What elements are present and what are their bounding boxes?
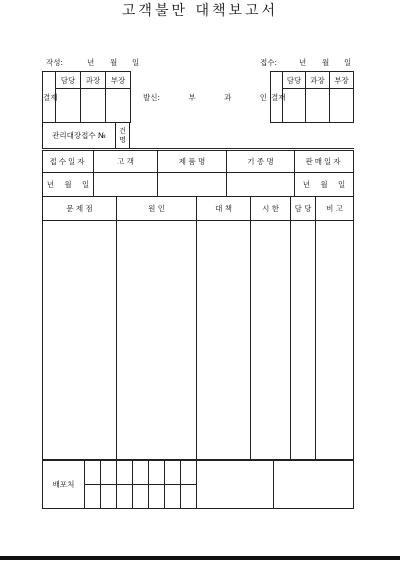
left-sign-director[interactable]	[106, 89, 131, 123]
dist-cell[interactable]	[149, 485, 165, 509]
left-sign-manager[interactable]	[81, 89, 106, 123]
customer-header: 고 객	[94, 151, 158, 173]
col-deadline-header: 시 한	[251, 197, 291, 221]
author-label: 작성:	[46, 58, 64, 67]
receipt-date-field[interactable]	[43, 173, 94, 197]
right-role-staff: 담당	[283, 72, 306, 89]
sender-dept: 부	[188, 92, 196, 102]
dist-cell[interactable]	[165, 485, 181, 509]
info-table	[42, 150, 354, 197]
sale-date-field[interactable]	[295, 173, 354, 197]
receipt-day: 일	[344, 58, 352, 67]
remarks-field[interactable]	[316, 221, 354, 460]
deadline-field[interactable]	[251, 221, 291, 460]
col-remarks-header: 비 고	[316, 197, 354, 221]
receipt-date-month: 월	[64, 180, 72, 189]
receipt-date-day: 일	[82, 180, 90, 189]
right-sign-manager[interactable]	[306, 89, 330, 123]
sale-date-header: 판매일자	[295, 151, 354, 173]
left-approval-side-label: 결재	[43, 72, 56, 123]
receipt-month: 월	[322, 58, 330, 67]
main-table	[42, 196, 354, 460]
dist-cell[interactable]	[181, 485, 197, 509]
sale-date-day: 일	[338, 180, 346, 189]
page-bottom-rule	[0, 556, 400, 560]
product-field[interactable]	[158, 173, 227, 197]
left-sign-staff[interactable]	[56, 89, 81, 123]
dist-blank-area[interactable]	[197, 461, 274, 509]
dist-cell[interactable]	[133, 461, 149, 485]
dist-cell[interactable]	[85, 485, 101, 509]
col-problem-header: 문 제 점	[43, 197, 117, 221]
ledger-table	[42, 122, 354, 149]
product-header: 제 품 명	[158, 151, 227, 173]
author-month: 월	[110, 58, 118, 67]
document-title: 고객불만 대책보고서	[121, 3, 279, 19]
model-field[interactable]	[227, 173, 295, 197]
author-day: 일	[132, 58, 140, 67]
left-role-staff: 담당	[56, 72, 81, 89]
ledger-subject-field[interactable]	[130, 123, 354, 149]
dist-cell[interactable]	[133, 485, 149, 509]
dist-cell[interactable]	[117, 461, 133, 485]
left-role-manager: 과장	[81, 72, 106, 89]
dist-cell[interactable]	[101, 485, 117, 509]
col-action-header: 대 책	[197, 197, 251, 221]
sender-section: 과	[224, 92, 232, 102]
sale-date-year: 년	[302, 180, 310, 189]
dist-notes-area[interactable]	[274, 461, 354, 509]
ledger-count-label: 건명	[116, 123, 130, 149]
right-role-manager: 과장	[306, 72, 330, 89]
right-role-director: 부장	[330, 72, 354, 89]
model-header: 기 종 명	[227, 151, 295, 173]
problem-field[interactable]	[43, 221, 117, 460]
cause-field[interactable]	[117, 221, 197, 460]
dist-cell[interactable]	[117, 485, 133, 509]
dist-cell[interactable]	[101, 461, 117, 485]
distribution-label: 배포처	[43, 461, 85, 509]
sender-label: 발신:	[143, 92, 161, 102]
customer-field[interactable]	[94, 173, 158, 197]
left-role-director: 부장	[106, 72, 131, 89]
sender-cell	[131, 72, 271, 123]
col-owner-header: 담 당	[291, 197, 316, 221]
receipt-label: 접수:	[260, 58, 278, 67]
dist-cell[interactable]	[165, 461, 181, 485]
ledger-label: 관리대장접수 №	[43, 123, 116, 149]
owner-field[interactable]	[291, 221, 316, 460]
dist-cell[interactable]	[181, 461, 197, 485]
receipt-year: 년	[299, 58, 307, 67]
receipt-date-header: 접수일자	[43, 151, 94, 173]
action-field[interactable]	[197, 221, 251, 460]
right-approval-side-label: 결재	[271, 72, 283, 123]
approval-table	[42, 71, 354, 123]
distribution-table	[42, 460, 354, 509]
dist-cell[interactable]	[85, 461, 101, 485]
right-sign-director[interactable]	[330, 89, 354, 123]
col-cause-header: 원 인	[117, 197, 197, 221]
receipt-date-year: 년	[46, 180, 54, 189]
dist-cell[interactable]	[149, 461, 165, 485]
sender-seal: 인	[259, 92, 267, 102]
sale-date-month: 월	[320, 180, 328, 189]
author-year: 년	[87, 58, 95, 67]
